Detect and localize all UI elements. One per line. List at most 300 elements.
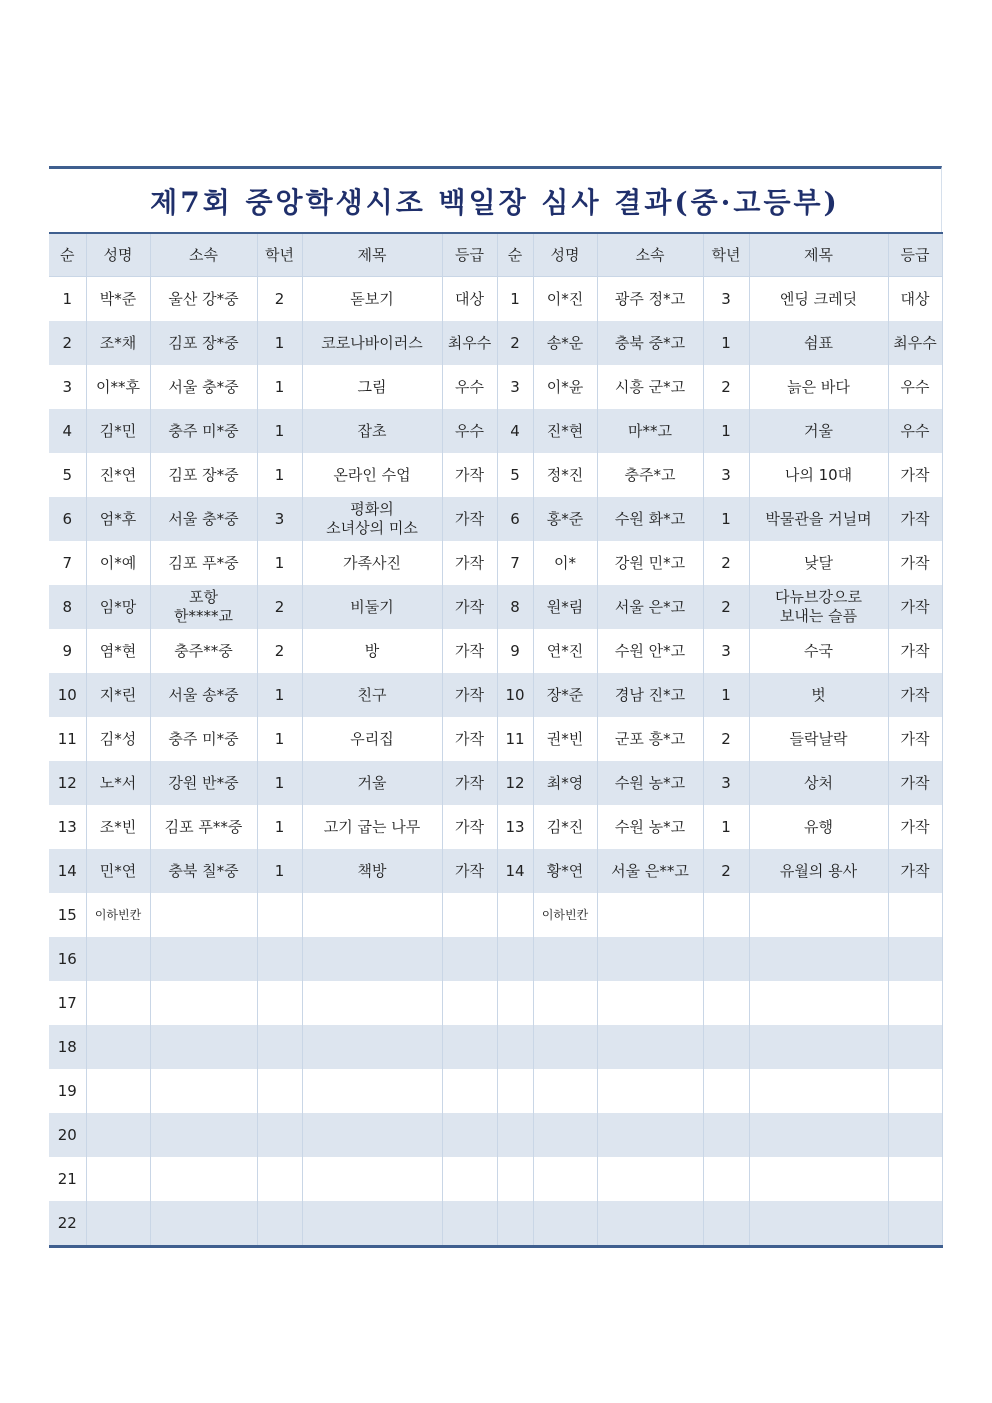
cell-award [888, 1157, 942, 1201]
cell-no [497, 1113, 533, 1157]
cell-school: 충주 미*중 [150, 717, 257, 761]
cell-name [86, 1201, 150, 1247]
cell-no: 10 [497, 673, 533, 717]
cell-grade: 2 [703, 849, 749, 893]
cell-grade: 1 [257, 365, 302, 409]
cell-name [533, 1113, 597, 1157]
cell-award: 대상 [888, 277, 942, 322]
cell-no [497, 981, 533, 1025]
cell-award [888, 1201, 942, 1247]
header-grade: 학년 [703, 233, 749, 277]
cell-name: 진*연 [86, 453, 150, 497]
cell-work-title: 들락날락 [749, 717, 888, 761]
cell-award: 가작 [442, 673, 497, 717]
cell-name: 박*준 [86, 277, 150, 322]
cell-school: 광주 정*고 [597, 277, 703, 322]
cell-award: 가작 [442, 453, 497, 497]
cell-no: 3 [49, 365, 86, 409]
cell-name: 권*빈 [533, 717, 597, 761]
cell-award [442, 1157, 497, 1201]
cell-school: 김포 장*중 [150, 321, 257, 365]
cell-award: 가작 [888, 717, 942, 761]
cell-school: 강원 반*중 [150, 761, 257, 805]
cell-name: 조*채 [86, 321, 150, 365]
cell-no: 7 [497, 541, 533, 585]
cell-no: 1 [497, 277, 533, 322]
cell-no: 16 [49, 937, 86, 981]
cell-grade [257, 1113, 302, 1157]
cell-work-title [749, 1201, 888, 1247]
cell-school [597, 1157, 703, 1201]
cell-no [497, 893, 533, 937]
cell-school: 강원 민*고 [597, 541, 703, 585]
cell-award: 대상 [442, 277, 497, 322]
cell-school: 수원 화*고 [597, 497, 703, 541]
cell-award: 가작 [442, 717, 497, 761]
cell-work-title: 고기 굽는 나무 [302, 805, 442, 849]
cell-name [86, 1069, 150, 1113]
cell-grade [257, 1201, 302, 1247]
cell-award: 가작 [888, 453, 942, 497]
cell-grade: 1 [257, 805, 302, 849]
cell-grade [703, 937, 749, 981]
cell-award: 가작 [442, 541, 497, 585]
cell-school [150, 1113, 257, 1157]
cell-no: 4 [49, 409, 86, 453]
cell-no: 21 [49, 1157, 86, 1201]
cell-school: 서울 충*중 [150, 497, 257, 541]
cell-award: 가작 [888, 497, 942, 541]
table-row [49, 937, 942, 981]
cell-school: 충주**중 [150, 629, 257, 673]
cell-school [597, 1201, 703, 1247]
cell-school: 군포 흥*고 [597, 717, 703, 761]
cell-name [533, 937, 597, 981]
cell-work-title: 거울 [749, 409, 888, 453]
cell-no [497, 1025, 533, 1069]
cell-grade: 2 [257, 629, 302, 673]
cell-work-title [302, 1157, 442, 1201]
cell-grade: 1 [703, 497, 749, 541]
cell-award: 가작 [888, 673, 942, 717]
cell-school [150, 937, 257, 981]
cell-school [150, 981, 257, 1025]
cell-work-title: 벗 [749, 673, 888, 717]
cell-award: 우수 [442, 409, 497, 453]
cell-name: 이*진 [533, 277, 597, 322]
cell-award: 가작 [442, 805, 497, 849]
table-row [49, 893, 942, 937]
table-row [49, 629, 942, 673]
cell-grade: 1 [703, 321, 749, 365]
cell-name: 이**후 [86, 365, 150, 409]
cell-award: 가작 [888, 629, 942, 673]
cell-name: 송*운 [533, 321, 597, 365]
header-work-title: 제목 [749, 233, 888, 277]
cell-grade: 2 [703, 365, 749, 409]
cell-no: 9 [497, 629, 533, 673]
cell-school: 김포 장*중 [150, 453, 257, 497]
header-work-title: 제목 [302, 233, 442, 277]
cell-name: 장*준 [533, 673, 597, 717]
cell-school: 서울 은*고 [597, 585, 703, 629]
cell-no: 14 [497, 849, 533, 893]
cell-grade: 1 [257, 453, 302, 497]
cell-name: 진*현 [533, 409, 597, 453]
cell-no: 22 [49, 1201, 86, 1247]
cell-school: 수원 농*고 [597, 805, 703, 849]
cell-school [150, 893, 257, 937]
cell-school: 충주 미*중 [150, 409, 257, 453]
cell-grade: 1 [703, 673, 749, 717]
cell-school [597, 1025, 703, 1069]
header-school: 소속 [597, 233, 703, 277]
table-header-row [49, 233, 942, 277]
table-row [49, 1201, 942, 1247]
cell-school: 서울 송*중 [150, 673, 257, 717]
cell-grade: 3 [703, 629, 749, 673]
cell-award: 가작 [442, 497, 497, 541]
table-row [49, 717, 942, 761]
cell-no: 3 [497, 365, 533, 409]
cell-award: 가작 [888, 585, 942, 629]
cell-award: 가작 [888, 541, 942, 585]
cell-work-title: 비둘기 [302, 585, 442, 629]
result-sheet [49, 166, 942, 1248]
cell-grade [257, 1069, 302, 1113]
cell-no: 6 [49, 497, 86, 541]
cell-school: 마**고 [597, 409, 703, 453]
cell-grade [703, 1113, 749, 1157]
cell-grade: 3 [257, 497, 302, 541]
cell-award: 우수 [888, 409, 942, 453]
cell-no: 8 [49, 585, 86, 629]
results-table [49, 232, 943, 1248]
cell-name: 연*진 [533, 629, 597, 673]
cell-name: 김*민 [86, 409, 150, 453]
cell-award: 우수 [888, 365, 942, 409]
cell-name [86, 981, 150, 1025]
cell-school [150, 1025, 257, 1069]
table-row [49, 409, 942, 453]
cell-grade: 1 [257, 409, 302, 453]
cell-work-title [302, 981, 442, 1025]
cell-name [533, 1069, 597, 1113]
cell-school [150, 1201, 257, 1247]
table-row [49, 981, 942, 1025]
cell-work-title: 그림 [302, 365, 442, 409]
cell-work-title: 박물관을 거닐며 [749, 497, 888, 541]
header-name: 성명 [86, 233, 150, 277]
cell-grade: 1 [257, 541, 302, 585]
cell-work-title: 가족사진 [302, 541, 442, 585]
cell-award: 가작 [888, 761, 942, 805]
cell-name: 조*빈 [86, 805, 150, 849]
cell-grade [257, 937, 302, 981]
cell-work-title [749, 981, 888, 1025]
cell-grade: 2 [703, 585, 749, 629]
cell-school [597, 937, 703, 981]
cell-school [597, 893, 703, 937]
cell-school: 시흥 군*고 [597, 365, 703, 409]
cell-school: 충북 중*고 [597, 321, 703, 365]
cell-award [888, 1025, 942, 1069]
cell-school: 울산 강*중 [150, 277, 257, 322]
cell-work-title [749, 1069, 888, 1113]
table-row [49, 1025, 942, 1069]
cell-work-title: 엔딩 크레딧 [749, 277, 888, 322]
cell-work-title: 코로나바이러스 [302, 321, 442, 365]
cell-award: 가작 [888, 849, 942, 893]
cell-award [442, 1069, 497, 1113]
cell-name: 정*진 [533, 453, 597, 497]
cell-name [86, 1157, 150, 1201]
cell-no: 4 [497, 409, 533, 453]
cell-work-title: 늙은 바다 [749, 365, 888, 409]
cell-work-title: 나의 10대 [749, 453, 888, 497]
cell-grade [703, 981, 749, 1025]
cell-work-title: 유행 [749, 805, 888, 849]
cell-grade: 1 [257, 717, 302, 761]
cell-work-title [302, 937, 442, 981]
header-no: 순 [497, 233, 533, 277]
header-name: 성명 [533, 233, 597, 277]
cell-work-title: 유월의 용사 [749, 849, 888, 893]
cell-grade [703, 1157, 749, 1201]
cell-award: 가작 [442, 629, 497, 673]
cell-name: 김*성 [86, 717, 150, 761]
cell-no: 11 [49, 717, 86, 761]
cell-name: 이하빈칸 [533, 893, 597, 937]
cell-award [888, 893, 942, 937]
table-row [49, 277, 942, 322]
table-row [49, 365, 942, 409]
cell-no: 5 [49, 453, 86, 497]
cell-grade: 2 [703, 541, 749, 585]
table-row [49, 761, 942, 805]
header-no: 순 [49, 233, 86, 277]
cell-name: 지*린 [86, 673, 150, 717]
cell-grade: 1 [257, 761, 302, 805]
cell-no: 13 [497, 805, 533, 849]
table-row [49, 497, 942, 541]
cell-no: 2 [49, 321, 86, 365]
cell-work-title: 친구 [302, 673, 442, 717]
cell-no [497, 937, 533, 981]
cell-work-title [302, 1069, 442, 1113]
cell-no: 12 [49, 761, 86, 805]
cell-no [497, 1201, 533, 1247]
header-award: 등급 [888, 233, 942, 277]
cell-grade: 2 [257, 277, 302, 322]
cell-name: 민*연 [86, 849, 150, 893]
cell-grade [257, 1157, 302, 1201]
cell-grade: 3 [703, 277, 749, 322]
cell-award [888, 1113, 942, 1157]
cell-name: 최*영 [533, 761, 597, 805]
cell-award: 최우수 [442, 321, 497, 365]
cell-no: 1 [49, 277, 86, 322]
title-box [49, 166, 942, 232]
cell-school: 경남 진*고 [597, 673, 703, 717]
cell-no: 7 [49, 541, 86, 585]
cell-name: 황*연 [533, 849, 597, 893]
cell-award: 가작 [442, 761, 497, 805]
cell-work-title [749, 893, 888, 937]
cell-name: 이*예 [86, 541, 150, 585]
cell-no: 13 [49, 805, 86, 849]
cell-no: 11 [497, 717, 533, 761]
cell-work-title: 쉼표 [749, 321, 888, 365]
table-row [49, 849, 942, 893]
cell-school: 충북 칠*중 [150, 849, 257, 893]
cell-no: 6 [497, 497, 533, 541]
cell-no: 20 [49, 1113, 86, 1157]
cell-school: 김포 푸**중 [150, 805, 257, 849]
cell-no: 5 [497, 453, 533, 497]
table-row [49, 321, 942, 365]
cell-award [888, 937, 942, 981]
cell-school: 김포 푸*중 [150, 541, 257, 585]
cell-school [597, 1113, 703, 1157]
cell-work-title [302, 1201, 442, 1247]
cell-school: 수원 농*고 [597, 761, 703, 805]
table-body [49, 277, 942, 1247]
table-row [49, 673, 942, 717]
table-row [49, 1157, 942, 1201]
cell-work-title: 수국 [749, 629, 888, 673]
cell-grade [257, 981, 302, 1025]
cell-no: 17 [49, 981, 86, 1025]
cell-work-title: 다뉴브강으로 보내는 슬픔 [749, 585, 888, 629]
cell-grade [257, 1025, 302, 1069]
cell-award: 최우수 [888, 321, 942, 365]
cell-no: 14 [49, 849, 86, 893]
table-row [49, 1113, 942, 1157]
cell-work-title: 낮달 [749, 541, 888, 585]
cell-school: 수원 안*고 [597, 629, 703, 673]
cell-name: 이* [533, 541, 597, 585]
cell-grade: 2 [703, 717, 749, 761]
cell-work-title [749, 937, 888, 981]
cell-no: 9 [49, 629, 86, 673]
cell-grade: 1 [257, 673, 302, 717]
cell-name: 임*망 [86, 585, 150, 629]
cell-name: 이하빈칸 [86, 893, 150, 937]
cell-work-title [302, 1113, 442, 1157]
cell-award [442, 1201, 497, 1247]
cell-award: 가작 [888, 805, 942, 849]
cell-no: 18 [49, 1025, 86, 1069]
cell-work-title: 책방 [302, 849, 442, 893]
cell-grade: 1 [703, 805, 749, 849]
cell-no: 15 [49, 893, 86, 937]
cell-no: 19 [49, 1069, 86, 1113]
cell-name [86, 1113, 150, 1157]
page-title: 제7회 중앙학생시조 백일장 심사 결과(중·고등부) [150, 185, 840, 219]
cell-no: 12 [497, 761, 533, 805]
cell-school: 서울 충*중 [150, 365, 257, 409]
cell-work-title: 거울 [302, 761, 442, 805]
cell-name: 원*림 [533, 585, 597, 629]
cell-work-title: 잡초 [302, 409, 442, 453]
cell-name: 이*윤 [533, 365, 597, 409]
cell-grade: 2 [257, 585, 302, 629]
cell-grade: 3 [703, 453, 749, 497]
table-row [49, 585, 942, 629]
cell-work-title [749, 1025, 888, 1069]
cell-award: 우수 [442, 365, 497, 409]
table-row [49, 1069, 942, 1113]
table-row [49, 453, 942, 497]
cell-name [533, 1025, 597, 1069]
cell-no: 2 [497, 321, 533, 365]
cell-name [86, 1025, 150, 1069]
cell-work-title [749, 1113, 888, 1157]
cell-award [442, 1025, 497, 1069]
cell-name: 김*진 [533, 805, 597, 849]
cell-no: 10 [49, 673, 86, 717]
cell-no: 8 [497, 585, 533, 629]
cell-award [888, 1069, 942, 1113]
cell-name [533, 1157, 597, 1201]
cell-work-title [302, 1025, 442, 1069]
cell-grade: 1 [257, 849, 302, 893]
cell-work-title [302, 893, 442, 937]
header-award: 등급 [442, 233, 497, 277]
cell-grade [703, 893, 749, 937]
cell-no [497, 1157, 533, 1201]
cell-grade: 3 [703, 761, 749, 805]
cell-award [888, 981, 942, 1025]
cell-work-title: 평화의 소녀상의 미소 [302, 497, 442, 541]
header-grade: 학년 [257, 233, 302, 277]
cell-school [150, 1157, 257, 1201]
cell-grade [703, 1069, 749, 1113]
cell-school: 서울 은**고 [597, 849, 703, 893]
cell-award [442, 893, 497, 937]
cell-name: 엄*후 [86, 497, 150, 541]
cell-school [597, 1069, 703, 1113]
cell-award: 가작 [442, 585, 497, 629]
cell-school: 충주*고 [597, 453, 703, 497]
cell-name: 노*서 [86, 761, 150, 805]
cell-grade [257, 893, 302, 937]
cell-name [86, 937, 150, 981]
header-school: 소속 [150, 233, 257, 277]
cell-work-title: 돋보기 [302, 277, 442, 322]
cell-school [597, 981, 703, 1025]
table-row [49, 541, 942, 585]
cell-school [150, 1069, 257, 1113]
cell-work-title: 우리집 [302, 717, 442, 761]
cell-award [442, 1113, 497, 1157]
cell-name [533, 1201, 597, 1247]
cell-grade [703, 1025, 749, 1069]
cell-no [497, 1069, 533, 1113]
cell-award [442, 981, 497, 1025]
cell-grade [703, 1201, 749, 1247]
cell-work-title [749, 1157, 888, 1201]
cell-name [533, 981, 597, 1025]
cell-grade: 1 [257, 321, 302, 365]
cell-name: 염*현 [86, 629, 150, 673]
cell-school: 포항 한****교 [150, 585, 257, 629]
table-row [49, 805, 942, 849]
cell-award [442, 937, 497, 981]
cell-work-title: 상처 [749, 761, 888, 805]
cell-award: 가작 [442, 849, 497, 893]
